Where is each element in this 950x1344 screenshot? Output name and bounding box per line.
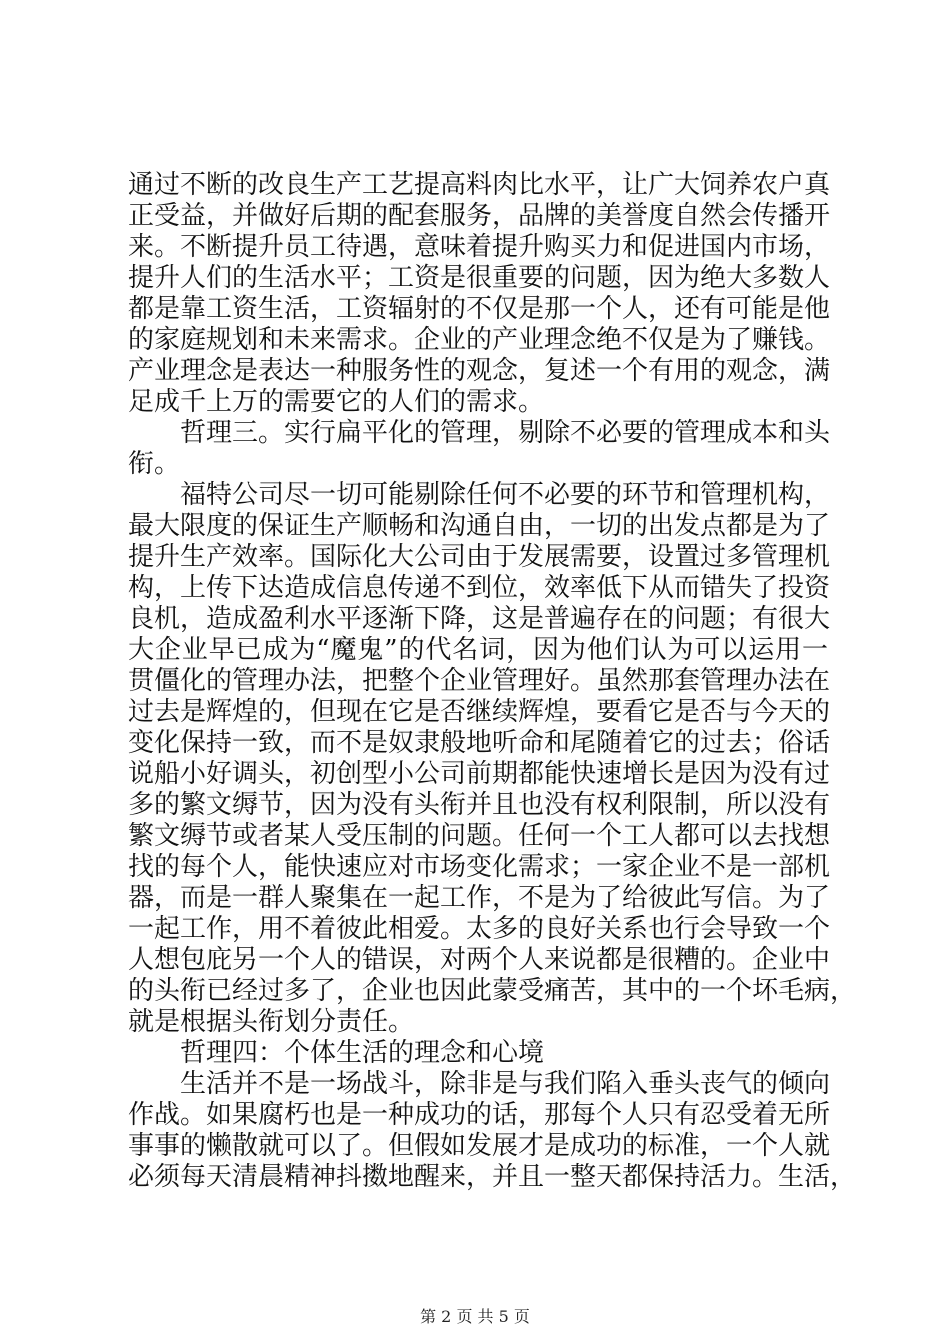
- text-line: 生活并不是一场战斗，除非是与我们陷入垂头丧气的倾向: [180, 1069, 831, 1099]
- text-line: 构，上传下达造成信息传递不到位，效率低下从而错失了投资: [128, 573, 831, 603]
- text-line: 作战。如果腐朽也是一种成功的话，那每个人只有忍受着无所: [128, 1100, 831, 1130]
- text-line: 贯僵化的管理办法，把整个企业管理好。虽然那套管理办法在: [128, 666, 831, 696]
- text-line: 通过不断的改良生产工艺提高料肉比水平，让广大饲养农户真: [128, 170, 831, 200]
- text-line: 来。不断提升员工待遇，意味着提升购买力和促进国内市场，: [128, 232, 831, 262]
- text-line: 多的繁文缛节，因为没有头衔并且也没有权利限制，所以没有: [128, 790, 831, 820]
- text-line: 的家庭规划和未来需求。企业的产业理念绝不仅是为了赚钱。: [128, 325, 831, 355]
- text-line: 器，而是一群人聚集在一起工作，不是为了给彼此写信。为了: [128, 883, 831, 913]
- text-line: 变化保持一致，而不是奴隶般地听命和尾随着它的过去；俗话: [128, 728, 831, 758]
- text-line: 正受益，并做好后期的配套服务，品牌的美誉度自然会传播开: [128, 201, 831, 231]
- text-line: 衔。: [128, 449, 181, 479]
- text-line: 提升人们的生活水平；工资是很重要的问题，因为绝大多数人: [128, 263, 831, 293]
- page-footer: 第 2 页 共 5 页: [420, 1307, 530, 1326]
- text-line: 的头衔已经过多了，企业也因此蒙受痛苦，其中的一个坏毛病，: [128, 976, 857, 1006]
- text-line: 人想包庇另一个人的错误，对两个人来说都是很糟的。企业中: [128, 945, 831, 975]
- text-line: 必须每天清晨精神抖擞地醒来，并且一整天都保持活力。生活，: [128, 1162, 857, 1192]
- text-line: 找的每个人，能快速应对市场变化需求；一家企业不是一部机: [128, 852, 831, 882]
- text-line: 就是根据头衔划分责任。: [128, 1007, 415, 1037]
- text-line: 都是靠工资生活，工资辐射的不仅是那一个人，还有可能是他: [128, 294, 831, 324]
- text-line: 事事的懒散就可以了。但假如发展才是成功的标准，一个人就: [128, 1131, 831, 1161]
- text-line: 过去是辉煌的，但现在它是否继续辉煌，要看它是否与今天的: [128, 697, 831, 727]
- text-line: 繁文缛节或者某人受压制的问题。任何一个工人都可以去找想: [128, 821, 831, 851]
- text-line: 大企业早已成为“魔鬼”的代名词，因为他们认为可以运用一: [128, 635, 828, 665]
- text-line: 产业理念是表达一种服务性的观念，复述一个有用的观念，满: [128, 356, 831, 386]
- text-line: 足成千上万的需要它的人们的需求。: [128, 387, 545, 417]
- document-body: [128, 170, 857, 1193]
- text-line: 良机，造成盈利水平逐渐下降，这是普遍存在的问题；有很大: [128, 604, 831, 634]
- text-line: 最大限度的保证生产顺畅和沟通自由，一切的出发点都是为了: [128, 511, 831, 541]
- text-line: 一起工作，用不着彼此相爱。太多的良好关系也行会导致一个: [128, 914, 831, 944]
- text-line: 哲理三。实行扁平化的管理，剔除不必要的管理成本和头: [180, 418, 831, 448]
- text-line: 哲理四：个体生活的理念和心境: [180, 1038, 545, 1068]
- text-line: 说船小好调头，初创型小公司前期都能快速增长是因为没有过: [128, 759, 831, 789]
- text-line: 提升生产效率。国际化大公司由于发展需要，设置过多管理机: [128, 542, 831, 572]
- text-line: 福特公司尽一切可能剔除任何不必要的环节和管理机构，: [180, 480, 831, 510]
